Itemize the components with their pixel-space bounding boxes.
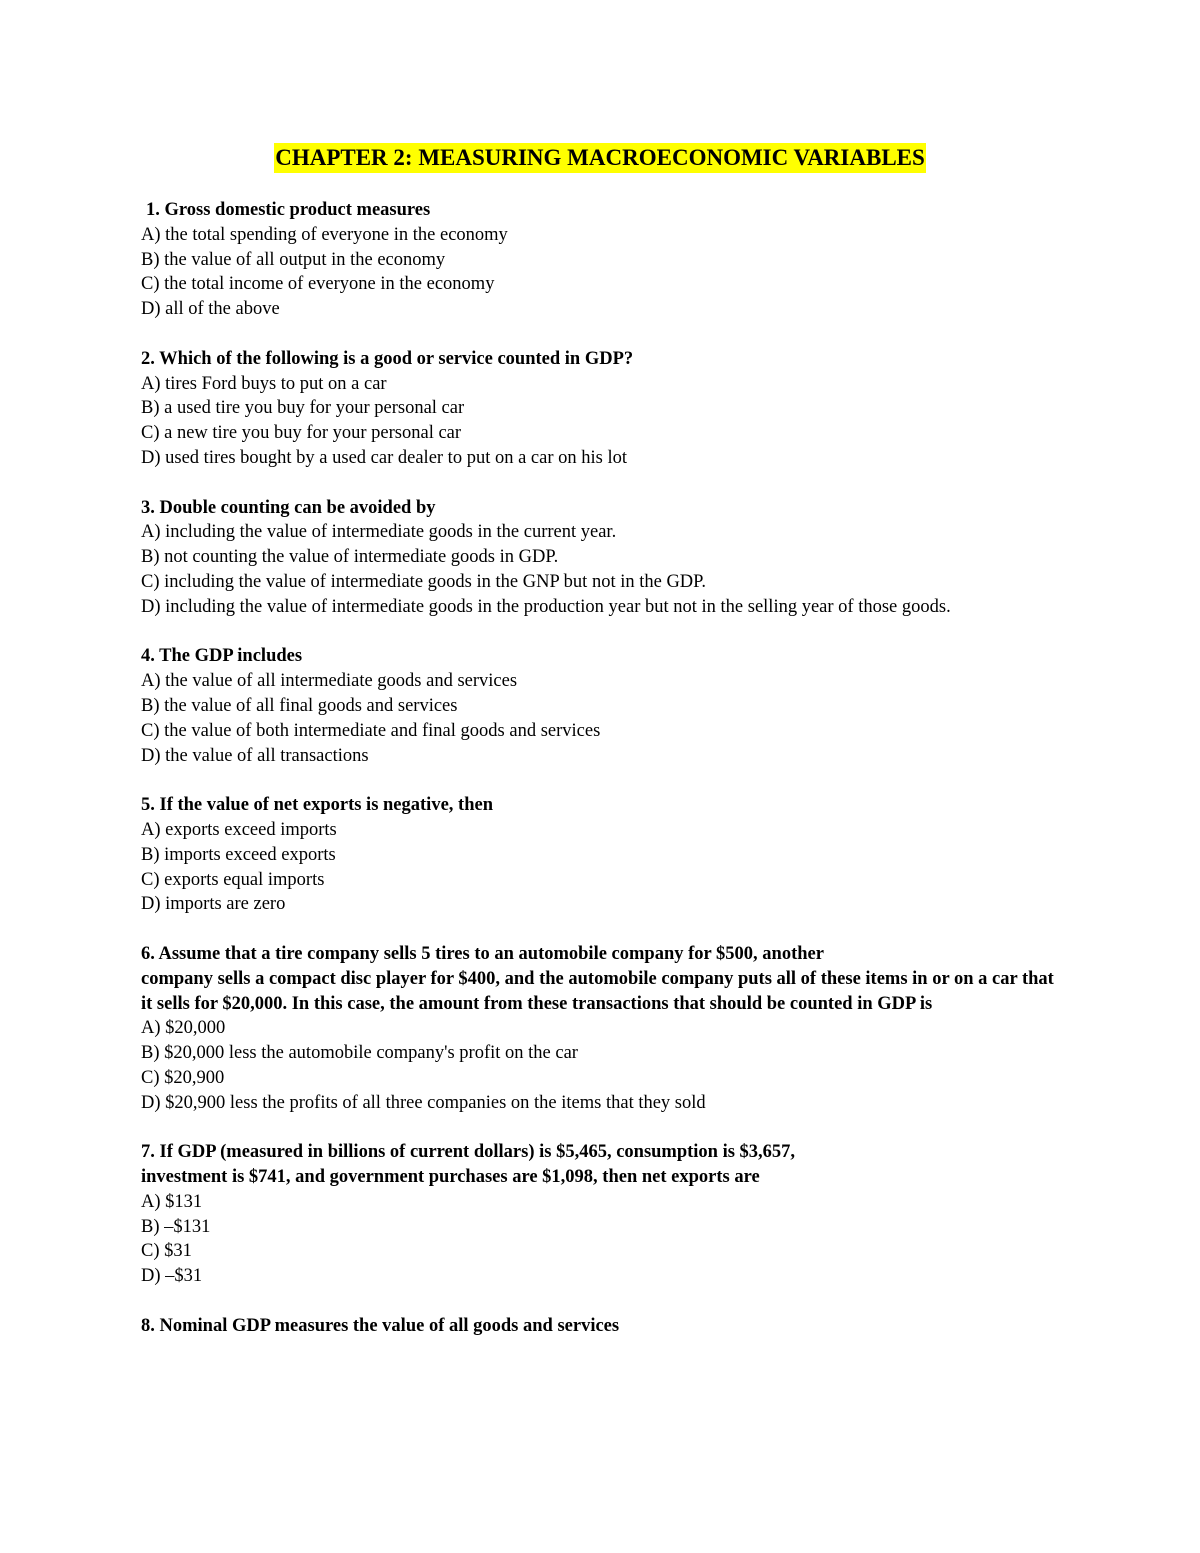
question-6 xyxy=(141,942,1066,1116)
question-2 xyxy=(141,347,1066,471)
option-d: D) the value of all transactions xyxy=(141,745,369,766)
option-d: D) $20,900 less the profits of all three companies on the items that they sold xyxy=(141,1092,706,1113)
option-b: B) –$131 xyxy=(141,1216,211,1237)
question-stem: 2. Which of the following is a good or service counted in GDP? xyxy=(141,348,634,369)
option-d: D) –$31 xyxy=(141,1266,203,1287)
option-a: A) $20,000 xyxy=(141,1018,226,1039)
option-d: D) including the value of intermediate goods in the production year but not in the selling year of those goods. xyxy=(141,596,951,617)
question-stem: 8. Nominal GDP measures the value of all goods and services xyxy=(141,1315,620,1336)
question-stem: 5. If the value of net exports is negative, then xyxy=(141,795,493,816)
option-c: C) a new tire you buy for your personal car xyxy=(141,423,462,444)
option-c: C) the value of both intermediate and final goods and services xyxy=(141,720,601,741)
option-c: C) $20,900 xyxy=(141,1067,225,1088)
option-c: C) exports equal imports xyxy=(141,869,325,890)
option-d: D) all of the above xyxy=(141,299,280,320)
option-c: C) $31 xyxy=(141,1241,192,1262)
question-3 xyxy=(141,496,1066,620)
option-a: A) exports exceed imports xyxy=(141,819,337,840)
option-a: A) including the value of intermediate goods in the current year. xyxy=(141,522,617,543)
question-stem: 7. If GDP (measured in billions of current dollars) is $5,465, consumption is $3,657, xyxy=(141,1142,796,1163)
question-1 xyxy=(141,198,1066,322)
question-8 xyxy=(141,1314,1066,1339)
question-stem-continued: company sells a compact disc player for $400, and the automobile company puts all of these items in or on a car that it sells for $20,000. In this case, the amount from these transactions that should be counted in GDP is xyxy=(141,968,1054,1014)
chapter-title: CHAPTER 2: MEASURING MACROECONOMIC VARIABLES xyxy=(274,143,926,173)
question-stem: 1. Gross domestic product measures xyxy=(146,200,431,220)
question-5 xyxy=(141,793,1066,917)
question-stem: 3. Double counting can be avoided by xyxy=(141,497,436,518)
question-4 xyxy=(141,644,1066,768)
option-b: B) imports exceed exports xyxy=(141,844,336,865)
option-b: B) not counting the value of intermediate goods in GDP. xyxy=(141,547,559,568)
option-a: A) tires Ford buys to put on a car xyxy=(141,373,387,394)
option-b: B) a used tire you buy for your personal car xyxy=(141,398,465,419)
question-stem: 6. Assume that a tire company sells 5 tires to an automobile company for $500, another xyxy=(141,943,824,964)
question-list xyxy=(141,198,1066,1363)
question-stem-continued: investment is $741, and government purchases are $1,098, then net exports are xyxy=(141,1167,760,1188)
title-container xyxy=(0,143,1200,173)
option-a: A) $131 xyxy=(141,1191,203,1212)
option-d: D) used tires bought by a used car dealer to put on a car on his lot xyxy=(141,447,628,468)
option-b: B) $20,000 less the automobile company's profit on the car xyxy=(141,1043,578,1064)
option-a: A) the value of all intermediate goods and services xyxy=(141,671,518,692)
option-d: D) imports are zero xyxy=(141,894,286,915)
option-c: C) the total income of everyone in the economy xyxy=(141,274,495,295)
option-b: B) the value of all output in the economy xyxy=(141,249,446,270)
option-a: A) the total spending of everyone in the economy xyxy=(141,224,508,245)
question-7 xyxy=(141,1140,1066,1289)
option-c: C) including the value of intermediate goods in the GNP but not in the GDP. xyxy=(141,571,707,592)
question-stem: 4. The GDP includes xyxy=(141,646,303,667)
option-b: B) the value of all final goods and services xyxy=(141,695,458,716)
